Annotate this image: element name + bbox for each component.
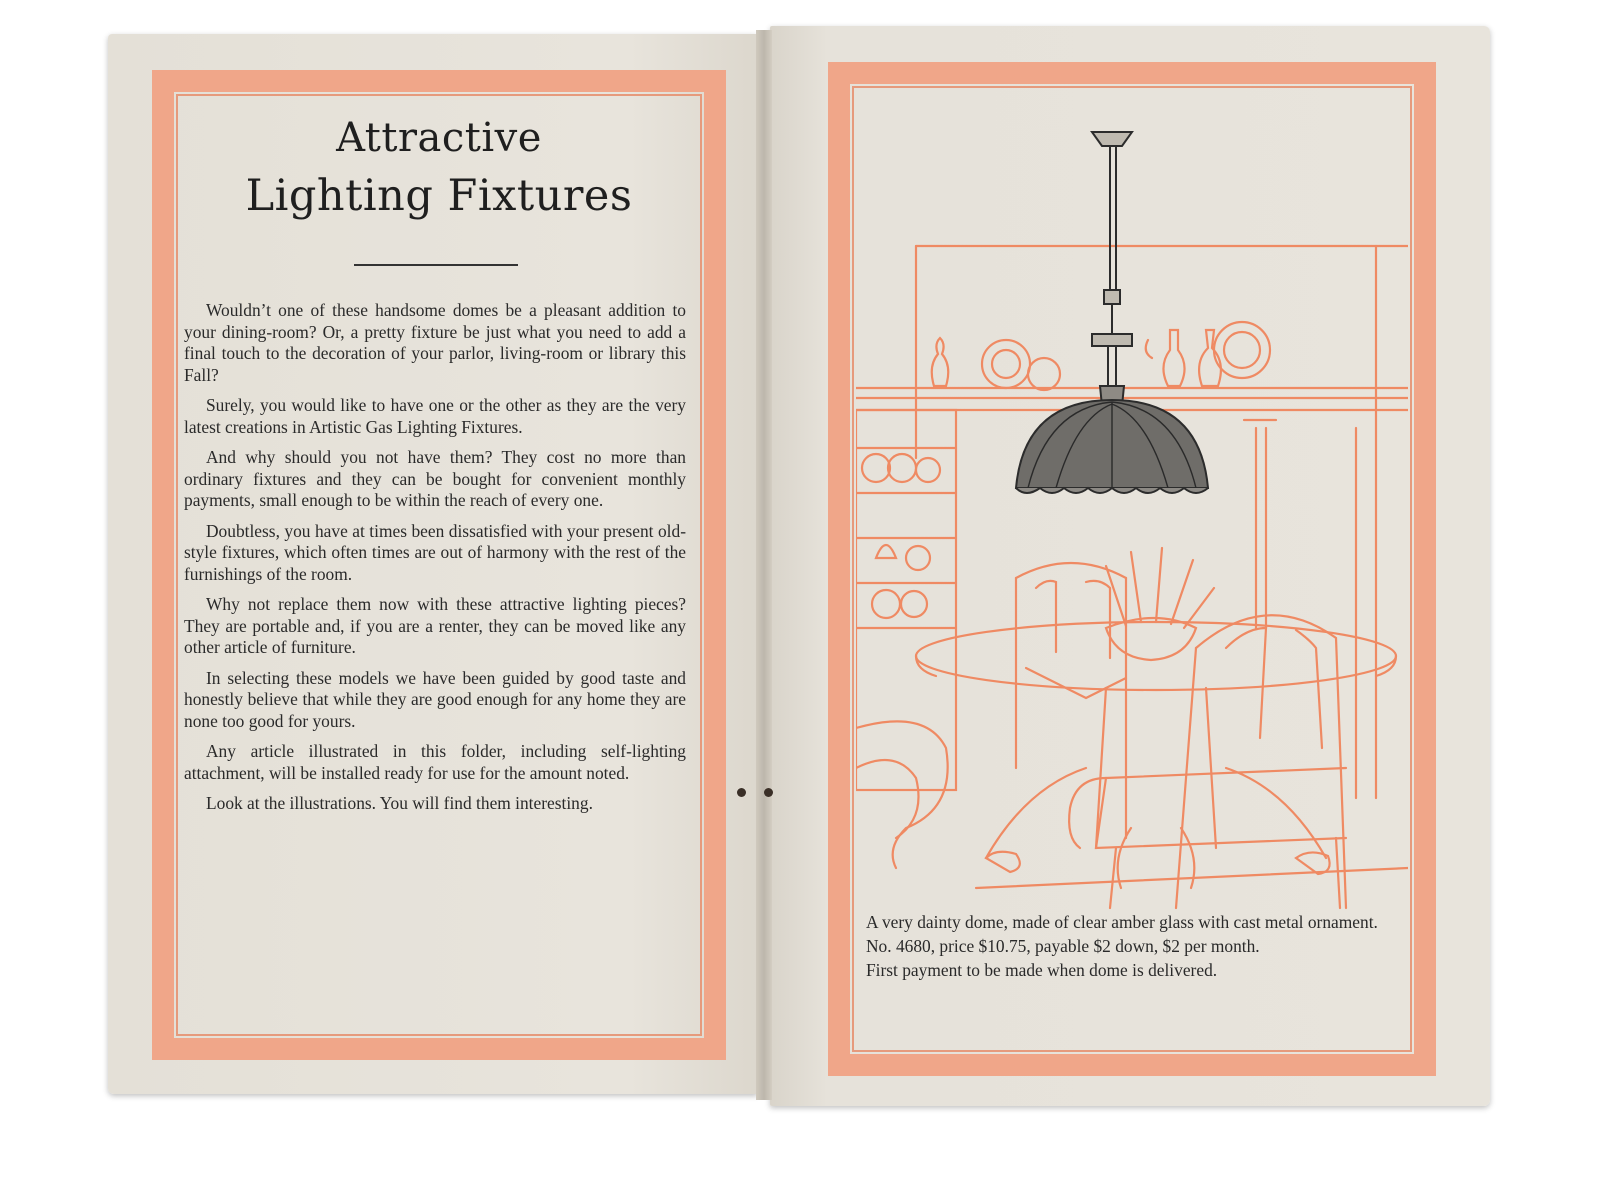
paragraph: Why not replace them now with these attractive lighting pieces? They are portable and, if you are a renter, they can be moved like any other article of furniture.: [184, 594, 686, 657]
title-line-2: Lighting Fixtures: [245, 171, 633, 221]
title-divider: [354, 264, 518, 266]
paragraph: Wouldn’t one of these handsome domes be a pleasant addition to your dining-room? Or, a pretty fixture be just what you need to add a final touch to the decoration of your parlor, living-room or library this Fall?: [184, 300, 686, 385]
paragraph: Surely, you would like to have one or the other as they are the very latest creations in Artistic Gas Lighting Fixtures.: [184, 395, 686, 437]
product-caption: [866, 912, 1406, 984]
body-text: [184, 300, 686, 824]
brochure-spine: [756, 30, 772, 1100]
caption-description: A very dainty dome, made of clear amber glass with cast metal ornament.: [866, 912, 1378, 932]
paragraph: In selecting these models we have been guided by good taste and honestly believe that while they are good enough for any home they are none too good for yours.: [184, 667, 686, 731]
paragraph: And why should you not have them? They cost no more than ordinary fixtures and they can be bought for convenient monthly payments, small enough to be within the reach of every one.: [184, 447, 686, 510]
caption-price: No. 4680, price $10.75, payable $2 down, $2 per month.: [866, 936, 1260, 956]
paragraph: Doubtless, you have at times been dissatisfied with your present old-style fixtures, which often times are out of harmony with the rest of the furnishings of the room.: [184, 520, 686, 584]
paragraph: Look at the illustrations. You will find them interesting.: [206, 793, 593, 813]
pendant-lamp: [1016, 132, 1208, 493]
staple-hole: [737, 788, 746, 797]
staple-hole: [764, 788, 773, 797]
paragraph: Any article illustrated in this folder, including self-lighting attachment, will be installed ready for use for the amount noted.: [184, 741, 686, 783]
page-title: [176, 110, 702, 226]
title-line-1: Attractive: [336, 115, 542, 161]
caption-payment-terms: First payment to be made when dome is delivered.: [866, 960, 1218, 980]
dining-room-illustration: [856, 128, 1408, 918]
